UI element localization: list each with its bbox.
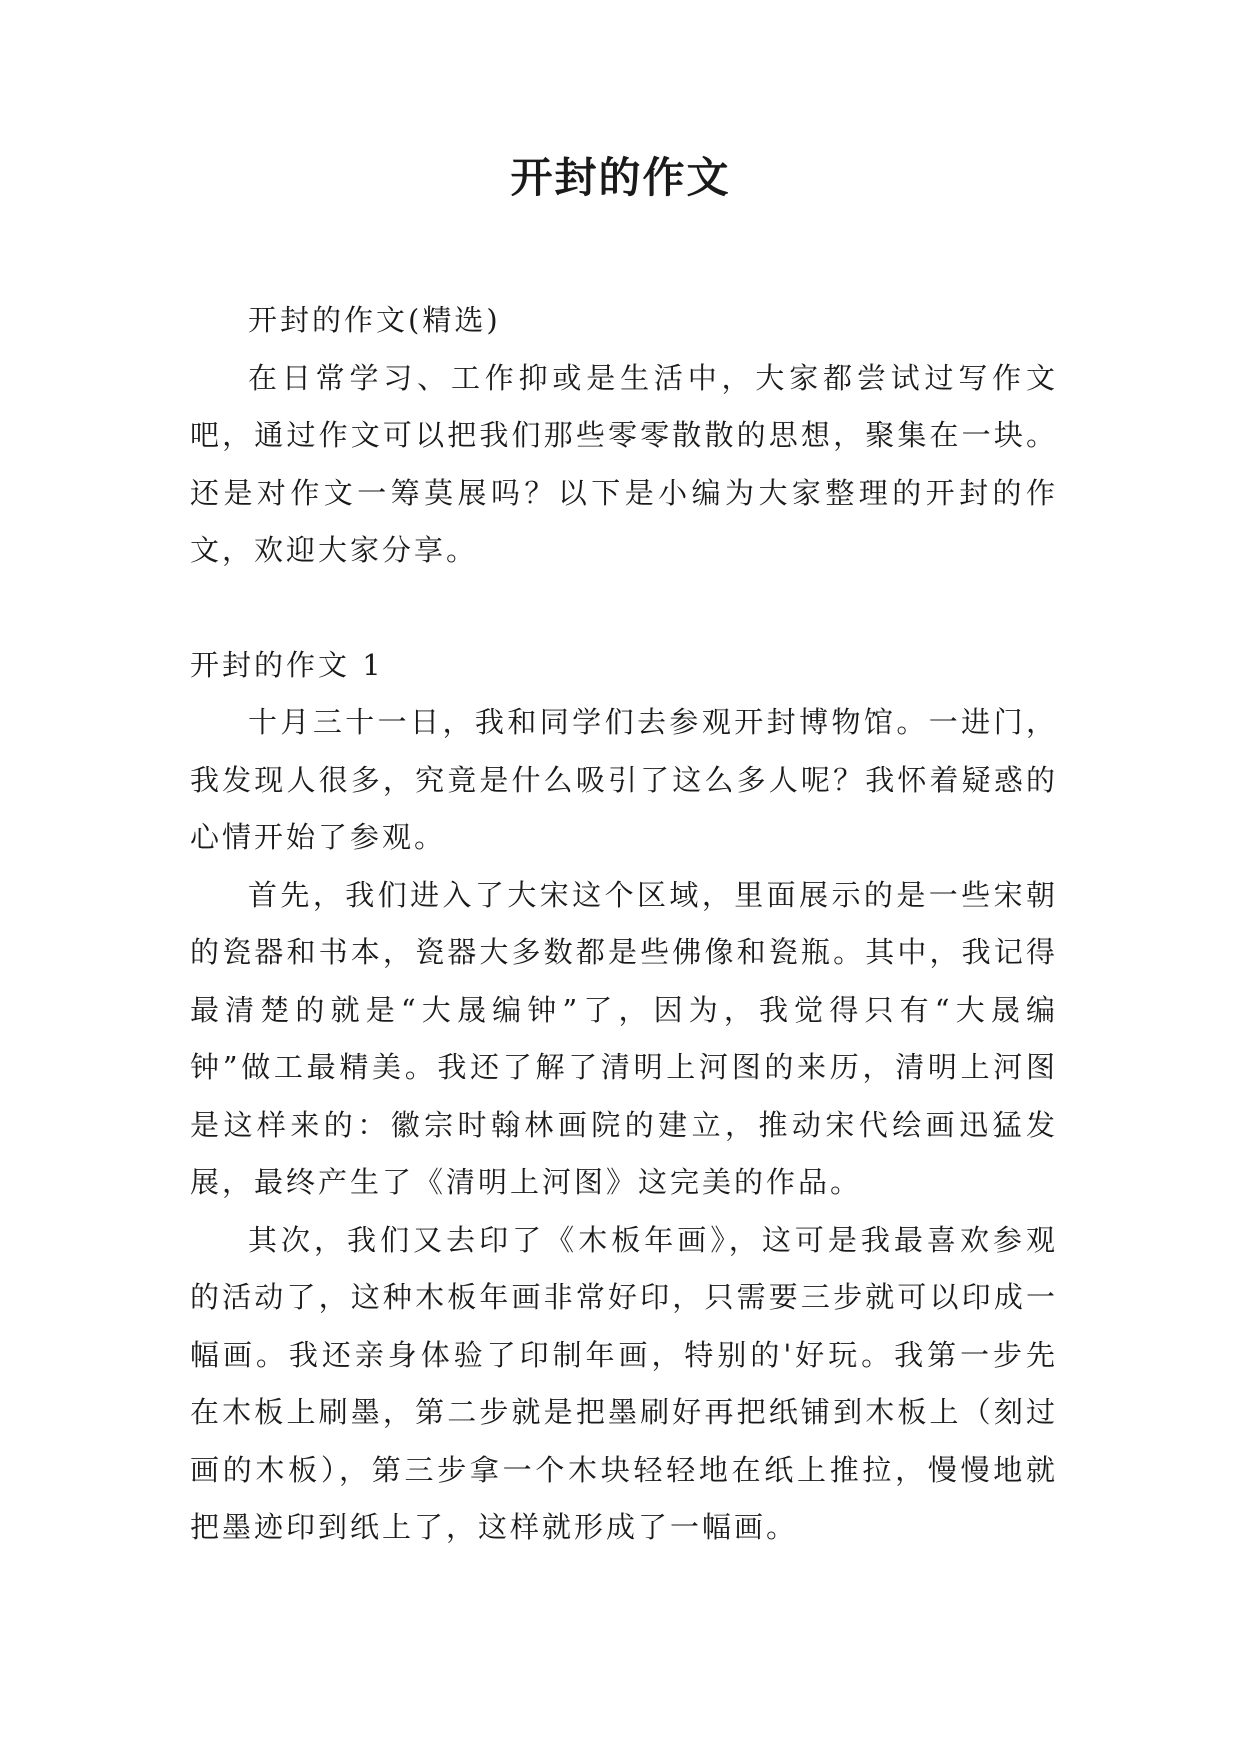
- document-subtitle: 开封的作文(精选): [248, 303, 501, 337]
- body-paragraph: 首先，我们进入了大宋这个区域，里面展示的是一些宋朝的瓷器和书本，瓷器大多数都是些佛像和瓷瓶。其中，我记得最清楚的就是“大晟编钟”了，因为，我觉得只有“大晟编钟”做工最精美。我还了解了清明上河图的来历，清明上河图是这样来的：徽宗时翰林画院的建立，推动宋代绘画迅猛发展，最终产生了《清明上河图》这完美的作品。: [190, 877, 1058, 1199]
- body-paragraph: 十月三十一日，我和同学们去参观开封博物馆。一进门，我发现人很多，究竟是什么吸引了这么多人呢？我怀着疑惑的心情开始了参观。: [190, 705, 1058, 854]
- section-heading: 开封的作文 1: [190, 647, 384, 682]
- body-paragraph: 其次，我们又去印了《木板年画》，这可是我最喜欢参观的活动了，这种木板年画非常好印，只需要三步就可以印成一幅画。我还亲身体验了印制年画，特别的'好玩。我第一步先在木板上刷墨，第二步就是把墨刷好再把纸铺到木板上（刻过画的木板），第三步拿一个木块轻轻地在纸上推拉，慢慢地就把墨迹印到纸上了，这样就形成了一幅画。: [190, 1222, 1058, 1544]
- document-body: [190, 292, 1058, 1557]
- intro-paragraph: 在日常学习、工作抑或是生活中，大家都尝试过写作文吧，通过作文可以把我们那些零零散散的思想，聚集在一块。还是对作文一筹莫展吗？以下是小编为大家整理的开封的作文，欢迎大家分享。: [190, 360, 1058, 567]
- page-title: 开封的作文: [510, 153, 731, 202]
